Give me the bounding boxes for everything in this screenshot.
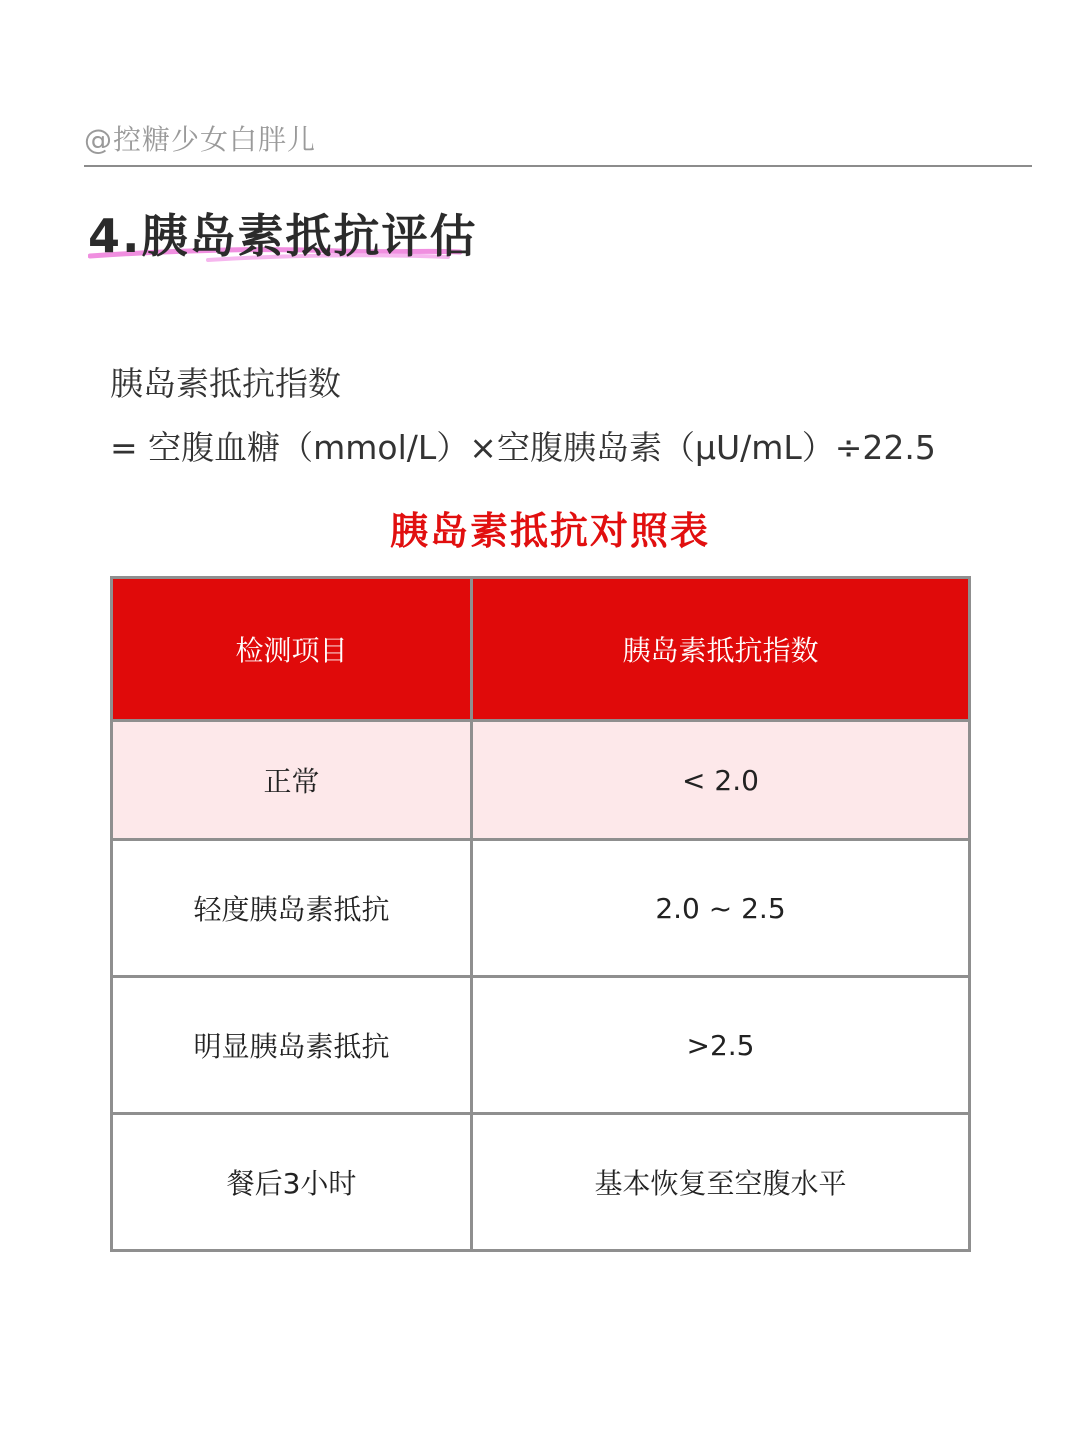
row-value: 2.0 ~ 2.5 xyxy=(472,840,970,977)
table-row xyxy=(112,1114,970,1251)
row-value: >2.5 xyxy=(472,977,970,1114)
table-row xyxy=(112,840,970,977)
table-title: 胰岛素抵抗对照表 xyxy=(389,509,710,553)
table-header-row xyxy=(112,578,970,721)
header-cell-item: 检测项目 xyxy=(112,578,472,721)
row-label: 明显胰岛素抵抗 xyxy=(112,977,472,1114)
row-value: 基本恢复至空腹水平 xyxy=(472,1114,970,1251)
formula-block xyxy=(110,352,936,480)
section-heading-wrap xyxy=(88,200,477,266)
table-row xyxy=(112,721,970,840)
row-value: < 2.0 xyxy=(472,721,970,840)
row-label: 正常 xyxy=(112,721,472,840)
header-cell-index: 胰岛素抵抗指数 xyxy=(472,578,970,721)
row-label: 餐后3小时 xyxy=(112,1114,472,1251)
formula-label: 胰岛素抵抗指数 xyxy=(110,364,341,403)
row-label: 轻度胰岛素抵抗 xyxy=(112,840,472,977)
reference-table xyxy=(110,576,971,1252)
section-heading: 4.胰岛素抵抗评估 xyxy=(88,209,478,263)
formula-expression: = 空腹血糖（mmol/L）×空腹胰岛素（μU/mL）÷22.5 xyxy=(110,428,936,467)
table-row xyxy=(112,977,970,1114)
author-handle: @控糖少女白胖儿 xyxy=(84,123,317,156)
divider xyxy=(84,165,1032,167)
